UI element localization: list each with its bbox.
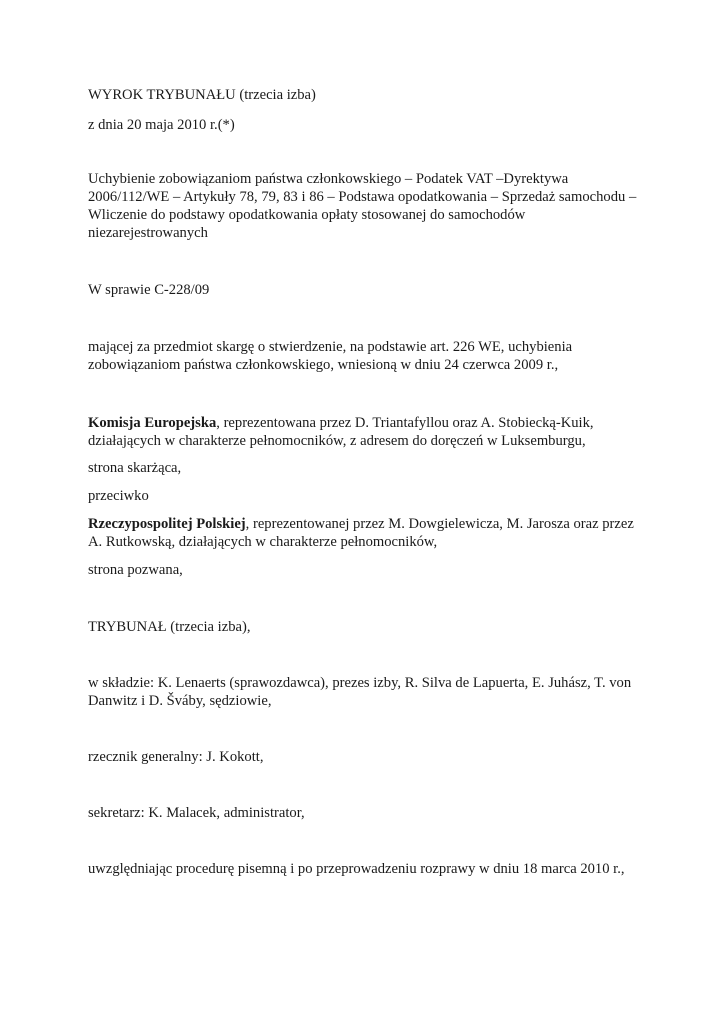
court-heading: TRYBUNAŁ (trzecia izba), <box>88 619 251 635</box>
defendant-name: Rzeczypospolitej Polskiej <box>88 516 246 532</box>
applicant-name: Komisja Europejska <box>88 415 217 431</box>
applicant-role: strona skarżąca, <box>88 460 182 476</box>
judgment-date: z dnia 20 maja 2010 r.(*) <box>88 117 235 133</box>
judgment-title: WYROK TRYBUNAŁU (trzecia izba) <box>88 87 316 103</box>
defendant-role: strona pozwana, <box>88 562 183 578</box>
defendant-paragraph <box>88 515 648 551</box>
versus-text: przeciwko <box>88 488 149 504</box>
action-paragraph: mającej za przedmiot skargę o stwierdzenie, na podstawie art. 226 WE, uchybienia zobowiązaniom państwa członkowskiego, wniesioną w dniu 24 czerwca 2009 r., <box>88 339 573 373</box>
composition-paragraph: w składzie: K. Lenaerts (sprawozdawca), prezes izby, R. Silva de Lapuerta, E. Juhász, T. von Danwitz i D. Šváby, sędziowie, <box>88 675 632 709</box>
applicant-details: , reprezentowana przez D. Triantafyllou oraz A. Stobiecką‑Kuik, działających w charakterze pełnomocników, z adresem do doręczeń w Luksemburgu, <box>88 415 594 449</box>
defendant-details: , reprezentowanej przez M. Dowgielewicza, M. Jarosza oraz przez A. Rutkowską, działających w charakterze pełnomocników, <box>88 516 634 550</box>
registrar: sekretarz: K. Malacek, administrator, <box>88 805 305 821</box>
subject-paragraph: Uchybienie zobowiązaniom państwa członkowskiego – Podatek VAT –Dyrektywa 2006/112/WE – Artykuły 78, 79, 83 i 86 – Podstawa opodatkowania – Sprzedaż samochodu – Wliczenie do podstawy opodatkowania opłaty stosowanej do samochodów niezarejestrowanych <box>88 171 637 241</box>
applicant-paragraph <box>88 414 648 450</box>
advocate-general: rzecznik generalny: J. Kokott, <box>88 749 264 765</box>
procedure-paragraph: uwzględniając procedurę pisemną i po przeprowadzeniu rozprawy w dniu 18 marca 2010 r., <box>88 861 625 877</box>
case-number: W sprawie C‑228/09 <box>88 282 210 298</box>
